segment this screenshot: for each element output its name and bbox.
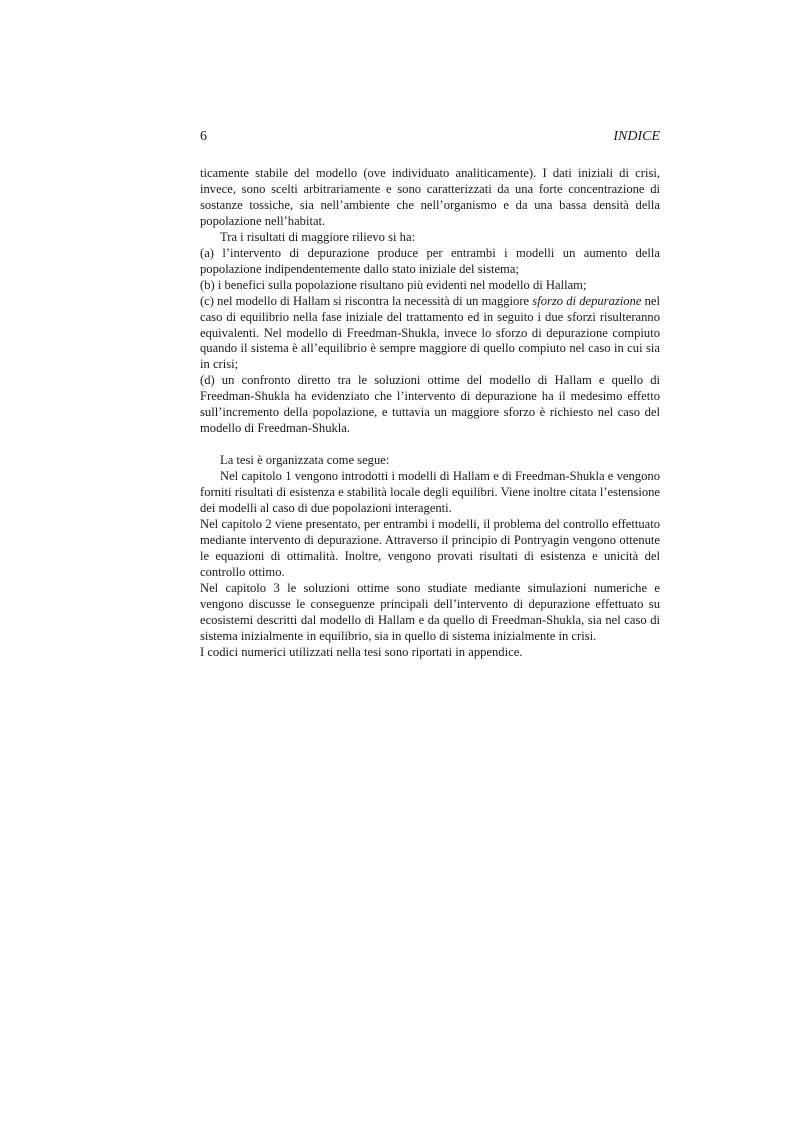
chapter-2-summary: Nel capitolo 2 viene presentato, per entrambi i modelli, il problema del controllo effettuato mediante intervento di depurazione. Attraverso il principio di Pontryagin vengono ottenute le equazioni di ottimalità. Inoltre, vengono provati risultati di esistenza e unicità del controllo ottimo.	[200, 516, 660, 579]
result-item-c-emphasis: sforzo di depurazione	[532, 293, 642, 308]
running-title: INDICE	[613, 129, 660, 144]
organization-intro: La tesi è organizzata come segue:	[220, 453, 390, 468]
chapter-1-summary: Nel capitolo 1 vengono introdotti i modelli di Hallam e di Freedman-Shukla e vengono forniti risultati di esistenza e stabilità locale degli equilibri. Viene inoltre citata l’estensione dei modelli al caso di due popolazioni interagenti.	[200, 469, 660, 515]
result-item-c-end: nel caso di equilibrio nella fase iniziale del trattamento ed in seguito i due sforzi risulteranno equivalenti. Nel modello di Freedman-Shukla, invece lo sforzo di depurazione compiuto quando il sistema è all’equilibrio è sempre maggiore di quello compiuto nel caso in cui sia in crisi;	[200, 293, 661, 372]
results-intro: Tra i risultati di maggiore rilievo si ha:	[220, 229, 416, 244]
appendix-note: I codici numerici utilizzati nella tesi sono riportati in appendice.	[200, 644, 523, 659]
result-item-b: (b) i benefici sulla popolazione risultano più evidenti nel modello di Hallam;	[200, 277, 587, 292]
body-text	[200, 166, 660, 661]
result-item-c-start: (c) nel modello di Hallam si riscontra la necessità di un maggiore	[200, 293, 533, 308]
page-number: 6	[200, 129, 207, 144]
result-item-c	[200, 294, 660, 374]
result-item-a: (a) l’intervento di depurazione produce per entrambi i modelli un aumento della popolazione indipendentemente dallo stato iniziale del sistema;	[200, 245, 660, 276]
paragraph-continuation: ticamente stabile del modello (ove individuato analiticamente). I dati iniziali di crisi, invece, sono scelti arbitrariamente e sono caratterizzati da una forte concentrazione di sostanze tossiche, sia nell’ambiente che nell’organismo e da una bassa densità della popolazione nell’habitat.	[200, 166, 660, 228]
chapter-3-summary: Nel capitolo 3 le soluzioni ottime sono studiate mediante simulazioni numeriche e vengono discusse le conseguenze principali dell’intervento di depurazione effettuato su ecosistemi descritti dal modello di Hallam e da quello di Freedman-Shukla, sia nel caso di sistema inizialmente in equilibrio, sia in quello di sistema inizialmente in crisi.	[200, 580, 660, 643]
result-item-d: (d) un confronto diretto tra le soluzioni ottime del modello di Hallam e quello di Freedman-Shukla ha evidenziato che l’intervento di depurazione ha il medesimo effetto sull’incremento della popolazione, e tuttavia un maggiore sforzo è richiesto nel caso del modello di Freedman-Shukla.	[200, 373, 660, 436]
page-header	[200, 129, 660, 149]
paragraph-spacer	[200, 437, 660, 453]
